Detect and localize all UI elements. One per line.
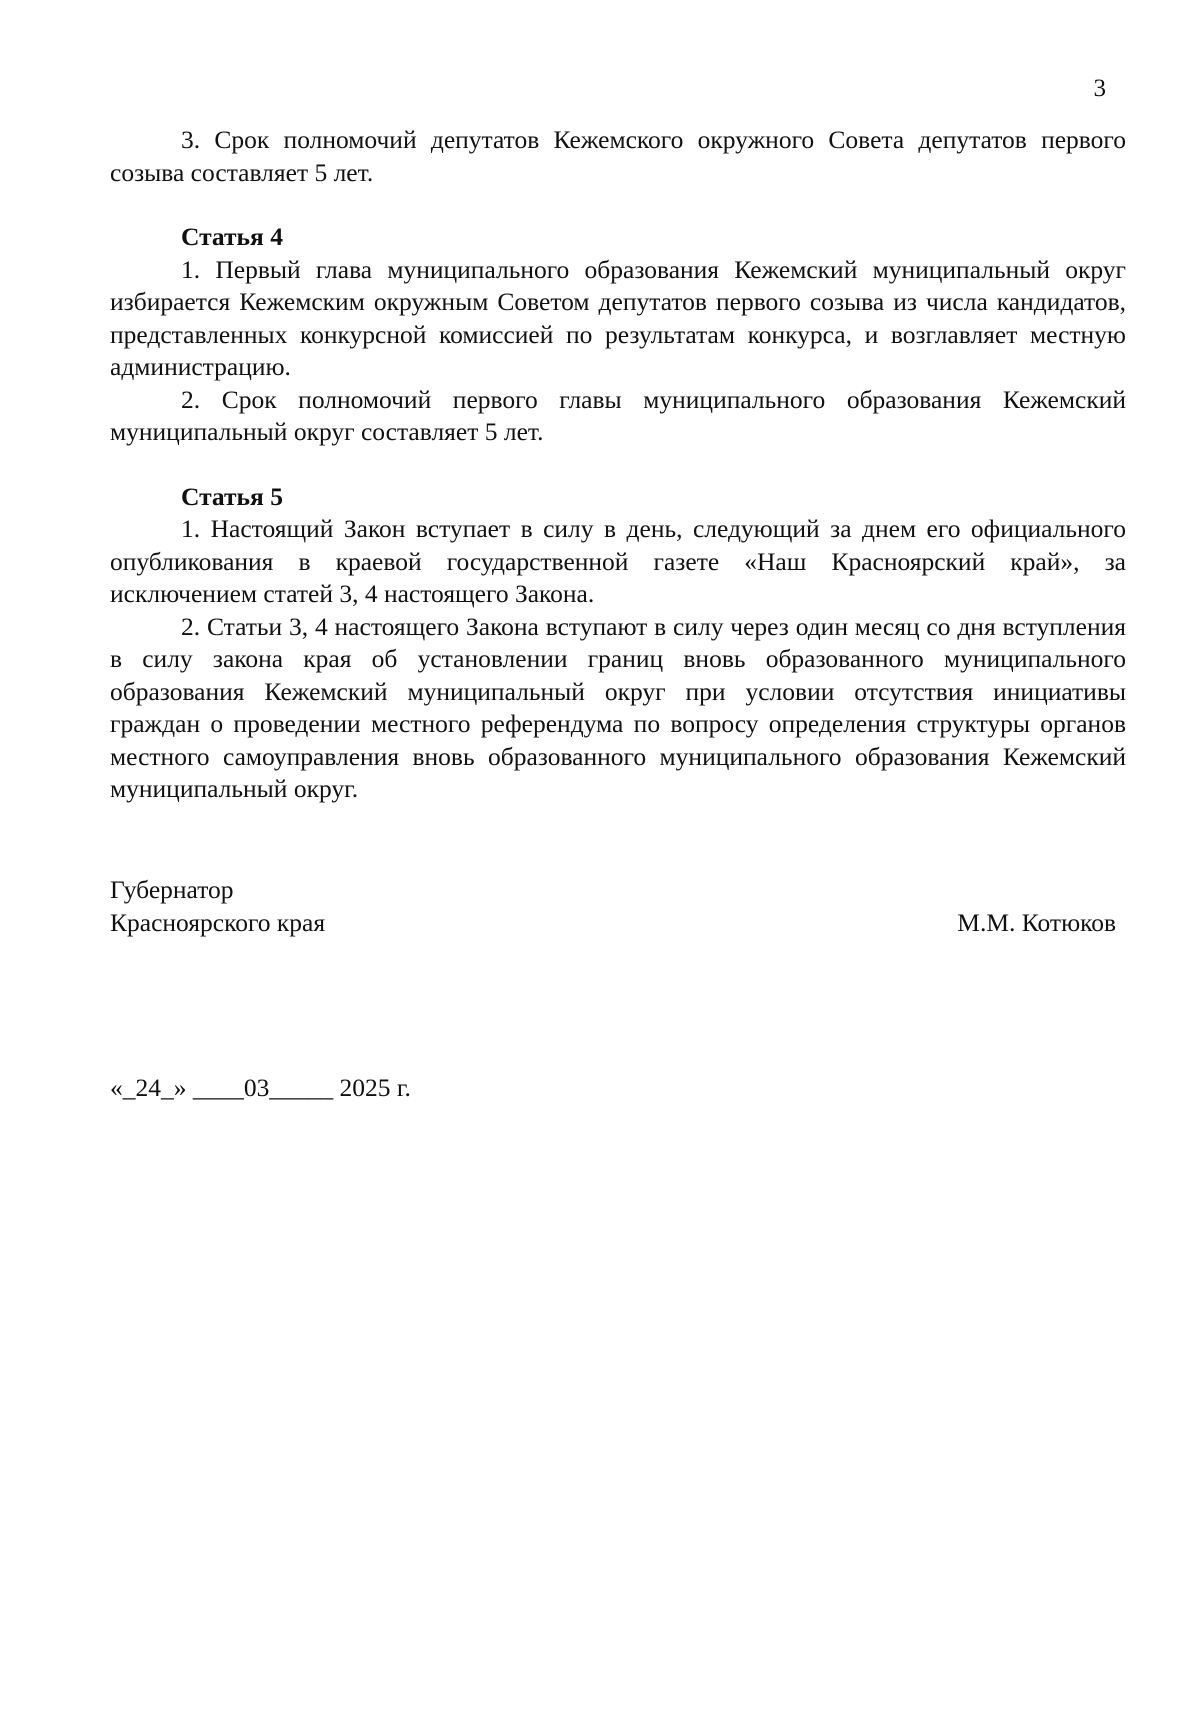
article4-paragraph-2: 2. Срок полномочий первого главы муниципального образования Кежемский муниципальный округ составляет 5 лет.: [110, 384, 1126, 446]
signature-block: [110, 874, 1116, 939]
signatory-name: М.М. Котюков: [957, 907, 1116, 937]
article5-paragraph-2: 2. Статьи 3, 4 настоящего Закона вступают в силу через один месяц со дня вступления в силу закона края об установлении границ вновь образованного муниципального образования Кежемский муниципальный округ при условии отсутствия инициативы граждан о проведении местного референдума по вопросу определения структуры органов местного самоуправления вновь образованного муниципального образования Кежемский муниципальный округ.: [110, 611, 1126, 803]
signatory-title-line2: Красноярского края: [110, 907, 326, 937]
article5-heading: Статья 5: [181, 481, 283, 511]
signing-date: «_24_» ____03_____ 2025 г.: [110, 1073, 411, 1102]
article3-paragraph-3: 3. Срок полномочий депутатов Кежемского окружного Совета депутатов первого созыва составляет 5 лет.: [110, 125, 1126, 187]
document-body: [110, 124, 1126, 806]
article4-paragraph-1: 1. Первый глава муниципального образования Кежемский муниципальный округ избирается Кежемским окружным Советом депутатов первого созыва из числа кандидатов, представленных конкурсной комиссией по результатам конкурса, и возглавляет местную администрацию.: [110, 254, 1126, 381]
signatory-title-line1: Губернатор: [110, 875, 234, 904]
article4-heading: Статья 4: [181, 222, 283, 251]
page-number: 3: [1093, 75, 1106, 102]
article5-paragraph-1: 1. Настоящий Закон вступает в силу в день, следующий за днем его официального опубликования в краевой государственной газете «Наш Красноярский край», за исключением статей 3, 4 настоящего Закона.: [110, 514, 1126, 608]
